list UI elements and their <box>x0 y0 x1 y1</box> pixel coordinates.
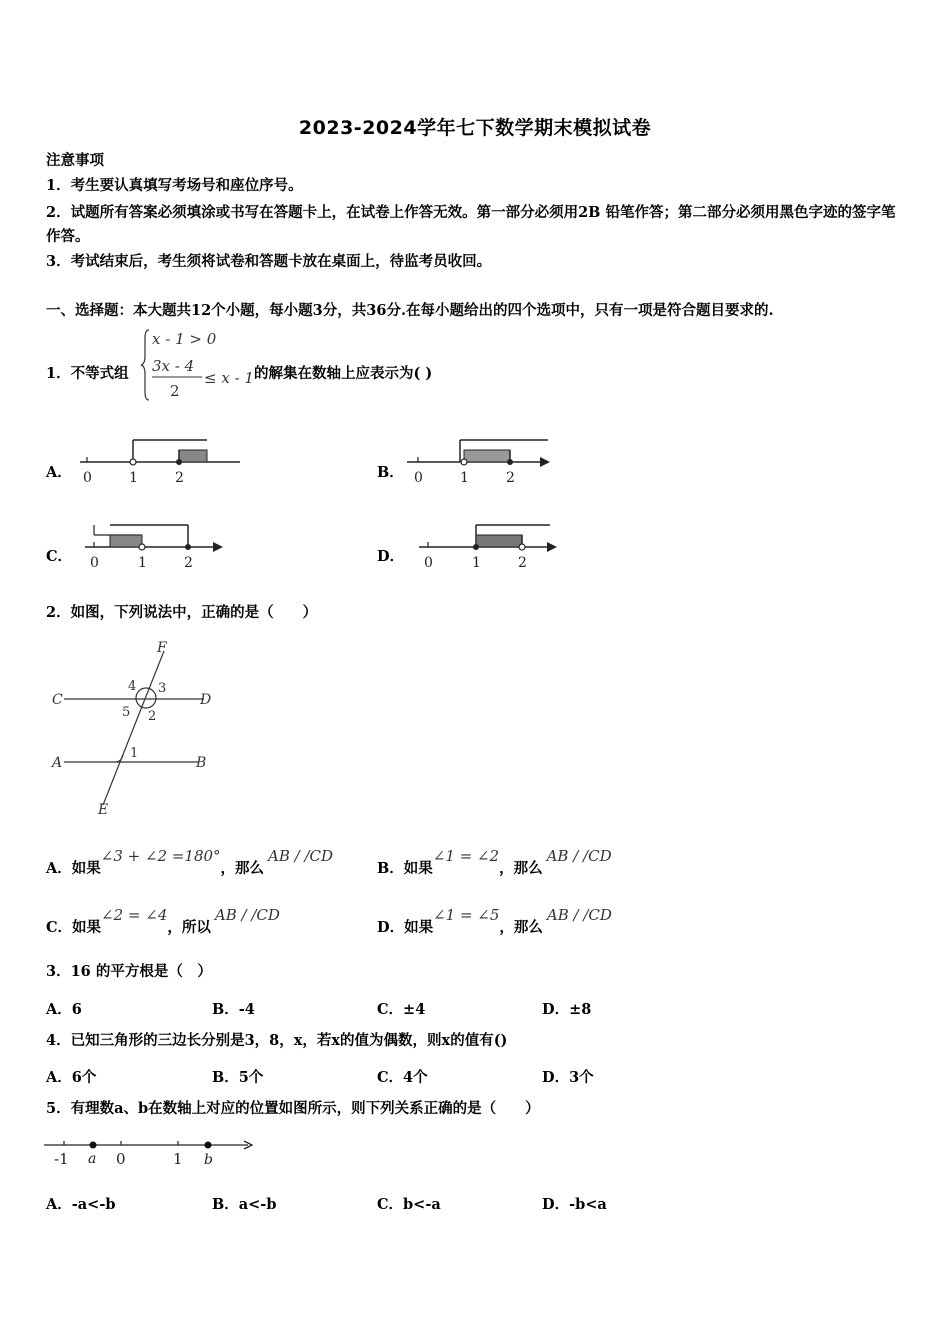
tick-0: 0 <box>116 1150 126 1168</box>
q4-option-c[interactable]: C．4个 <box>377 1069 428 1086</box>
section-heading: 一、选择题：本大题共12个小题，每小题3分，共36分.在每小题给出的四个选项中，只有一项是符合题目要求的. <box>46 302 774 319</box>
q3-option-c[interactable]: C．±4 <box>377 1001 426 1018</box>
q1-suffix: 的解集在数轴上应表示为( ) <box>254 365 433 382</box>
tick-1: 1 <box>173 1150 183 1168</box>
q3-option-b[interactable]: B．-4 <box>212 1001 255 1018</box>
tick-1: 1 <box>460 470 469 486</box>
q2-option-d-result: AB / /CD <box>546 906 612 924</box>
q2-stem: 2．如图，下列说法中，正确的是（ ） <box>46 604 318 621</box>
q1-option-a-label[interactable]: A． <box>46 464 72 481</box>
tick-1: 1 <box>138 555 147 571</box>
tick-2: 2 <box>506 470 515 486</box>
angle-5: 5 <box>122 705 131 720</box>
q1-option-c-number-line <box>80 515 230 573</box>
q1-option-d-label[interactable]: D． <box>377 548 405 565</box>
q2-figure <box>46 638 226 820</box>
q2-option-d-cond: ∠1 = ∠5 <box>433 906 500 924</box>
tick-1: 1 <box>472 555 481 571</box>
label-d: D <box>200 692 212 708</box>
q2-option-b[interactable] <box>377 847 612 878</box>
q2-option-a[interactable] <box>46 847 334 878</box>
angle-1: 1 <box>130 746 139 761</box>
q5-option-d[interactable]: D．-b<a <box>542 1196 607 1213</box>
q2-option-c-conj: ，所以 <box>167 919 211 936</box>
q1-denominator: 2 <box>170 382 180 400</box>
q2-option-d-conj: ，那么 <box>499 919 543 936</box>
tick-2: 2 <box>518 555 527 571</box>
tick-2: 2 <box>184 555 193 571</box>
angle-3: 3 <box>158 681 167 696</box>
notice-item-2: 2．试题所有答案必须填涂或书写在答题卡上，在试卷上作答无效。第一部分必须用2B 铅笔作答；第二部分必须用黑色字迹的签字笔作答。 <box>46 204 896 245</box>
tick-0: 0 <box>414 470 423 486</box>
tick-minus-1: -1 <box>54 1150 69 1168</box>
tick-1: 1 <box>129 470 138 486</box>
label-f: F <box>157 640 167 656</box>
q2-option-d[interactable] <box>377 906 612 937</box>
q5-number-line <box>40 1133 265 1173</box>
q4-option-b[interactable]: B．5个 <box>212 1069 264 1086</box>
q2-option-b-result: AB / /CD <box>546 847 612 865</box>
q2-option-a-conj: ，那么 <box>220 860 265 877</box>
angle-4: 4 <box>128 679 137 694</box>
tick-2: 2 <box>175 470 184 486</box>
q2-option-b-conj: ，那么 <box>499 860 543 877</box>
point-b: b <box>204 1152 213 1168</box>
q1-option-b-label[interactable]: B． <box>377 464 404 481</box>
q2-option-b-cond: ∠1 = ∠2 <box>432 847 500 865</box>
q2-option-c[interactable] <box>46 906 280 937</box>
q1-option-d-number-line <box>414 515 564 573</box>
q3-option-d[interactable]: D．±8 <box>542 1001 592 1018</box>
q2-option-d-label: D．如果 <box>377 919 434 936</box>
q1-option-c-label[interactable]: C． <box>46 548 73 565</box>
q3-option-a[interactable]: A．6 <box>46 1001 82 1018</box>
q5-option-c[interactable]: C．b<-a <box>377 1196 441 1213</box>
tick-0: 0 <box>424 555 433 571</box>
q4-option-d[interactable]: D．3个 <box>542 1069 594 1086</box>
angle-2: 2 <box>148 709 157 724</box>
q2-option-b-label: B．如果 <box>377 860 433 877</box>
q1-option-a-number-line <box>75 432 245 490</box>
label-c: C <box>52 692 63 708</box>
q5-stem: 5．有理数a、b在数轴上对应的位置如图所示，则下列关系正确的是（ ） <box>46 1100 540 1117</box>
q2-option-a-result: AB / /CD <box>268 847 334 865</box>
q4-option-a[interactable]: A．6个 <box>46 1069 97 1086</box>
label-e: E <box>98 802 109 818</box>
q3-stem: 3．16 的平方根是（ ） <box>46 963 212 980</box>
q1-numerator: 3x - 4 <box>152 357 195 375</box>
q1-option-b-number-line <box>402 432 557 490</box>
q1-ineq1: x - 1 > 0 <box>152 330 217 348</box>
point-a: a <box>88 1151 97 1167</box>
tick-0: 0 <box>90 555 99 571</box>
q2-option-c-result: AB / /CD <box>214 906 280 924</box>
q2-option-c-label: C．如果 <box>46 919 102 936</box>
label-b: B <box>196 755 207 771</box>
q2-option-a-label: A．如果 <box>46 860 101 877</box>
q2-option-c-cond: ∠2 = ∠4 <box>101 906 168 924</box>
q1-prefix: 1．不等式组 <box>46 365 129 382</box>
notice-heading: 注意事项 <box>46 152 104 169</box>
q5-option-b[interactable]: B．a<-b <box>212 1196 277 1213</box>
q4-stem: 4．已知三角形的三边长分别是3，8，x，若x的值为偶数，则x的值有() <box>46 1032 508 1049</box>
notice-item-1: 1．考生要认真填写考场号和座位序号。 <box>46 177 303 194</box>
q1-rhs: ≤ x - 1 <box>204 369 254 387</box>
q5-option-a[interactable]: A．-a<-b <box>46 1196 116 1213</box>
q2-option-a-cond: ∠3 + ∠2 =180° <box>100 847 221 865</box>
tick-0: 0 <box>83 470 92 486</box>
q1-inequality-system <box>140 326 255 404</box>
label-a: A <box>52 755 63 771</box>
page-title: 2023-2024学年七下数学期末模拟试卷 <box>298 117 652 139</box>
notice-item-3: 3．考试结束后，考生须将试卷和答题卡放在桌面上，待监考员收回。 <box>46 253 492 270</box>
